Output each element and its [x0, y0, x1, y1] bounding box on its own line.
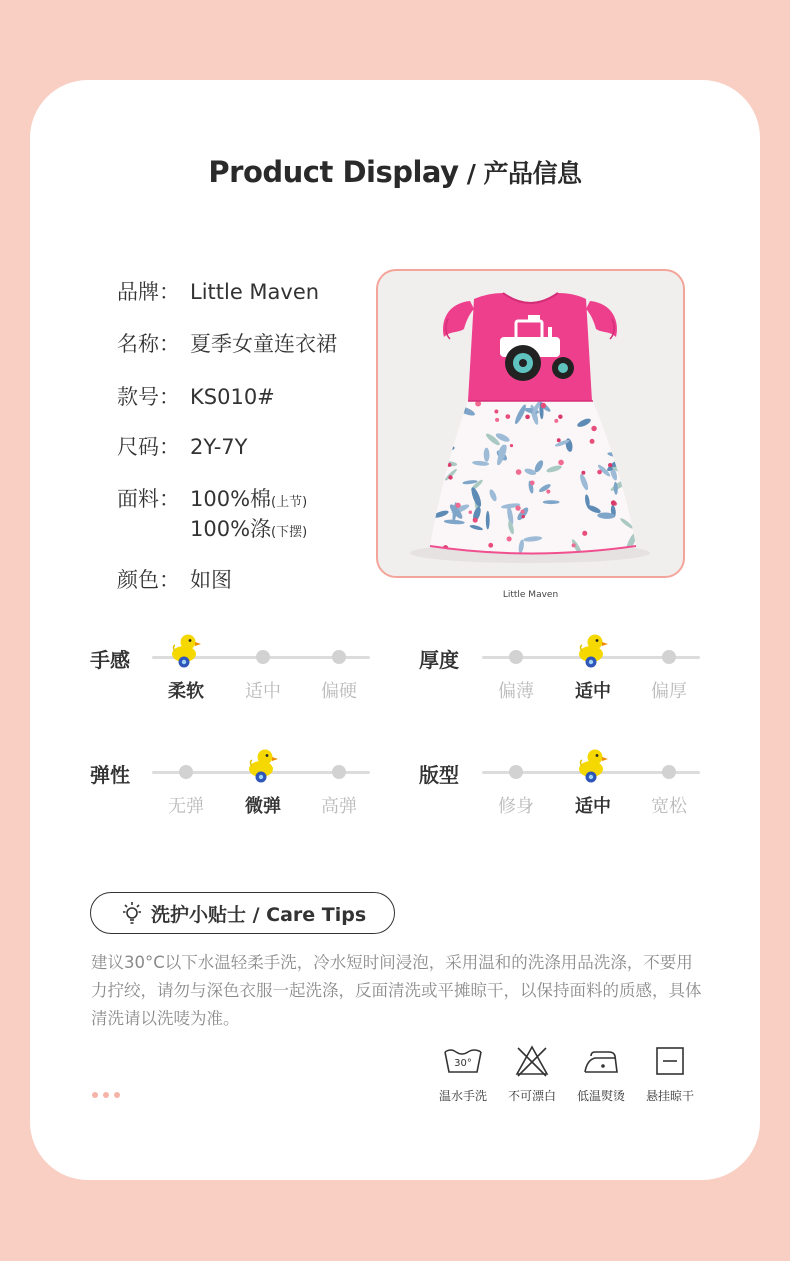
leaf-shape	[625, 443, 633, 460]
berry-shape	[510, 444, 513, 447]
spec-name	[117, 328, 337, 358]
berry-shape	[515, 505, 520, 510]
no-bleach-label: 不可漂白	[507, 1089, 556, 1103]
leaf-shape	[438, 410, 452, 416]
duck-marker-icon	[576, 747, 610, 783]
scale-option: 偏硬	[321, 681, 357, 702]
scale-option: 偏厚	[651, 681, 687, 702]
berry-shape	[506, 414, 511, 419]
scale-dot	[662, 650, 676, 664]
duck-marker-icon	[576, 632, 610, 668]
berry-shape	[495, 418, 499, 422]
spec-note: (下摆)	[271, 525, 308, 540]
spec-size	[117, 431, 247, 461]
berry-shape	[597, 470, 602, 475]
leaf-shape	[458, 394, 467, 413]
scale-option: 宽松	[651, 796, 687, 817]
scale-label: 弹性	[90, 763, 130, 787]
berry-shape	[446, 421, 449, 424]
low-iron-icon	[581, 1046, 621, 1076]
spec-fabric	[117, 483, 307, 513]
berry-shape	[590, 439, 595, 444]
page-title	[0, 154, 790, 190]
dress-illustration	[378, 271, 683, 576]
berry-shape	[582, 531, 587, 536]
hand-wash-label: 温水手洗	[438, 1089, 487, 1103]
leaf-shape	[606, 425, 618, 431]
spec-value: 100%棉	[190, 487, 272, 511]
scale-option: 适中	[575, 796, 611, 817]
spec-fabric-2	[190, 513, 307, 543]
berry-shape	[443, 423, 447, 427]
berry-shape	[621, 435, 625, 439]
care-tips-heading	[90, 892, 395, 934]
leaf-shape	[486, 511, 490, 530]
berry-shape	[456, 503, 461, 508]
berry-shape	[557, 438, 561, 442]
leaf-shape	[438, 416, 454, 432]
spec-note: (上节)	[271, 495, 308, 510]
scale-option: 柔软	[168, 681, 204, 702]
scale-dot	[509, 765, 523, 779]
spec-value: 100%涤	[190, 517, 272, 541]
scale-dot	[662, 765, 676, 779]
care-title: 洗护小贴士 / Care Tips	[151, 903, 367, 926]
leaf-shape	[632, 461, 639, 482]
spec-key: 款号：	[117, 385, 180, 409]
spec-key: 尺码：	[117, 435, 180, 459]
berry-shape	[448, 475, 452, 479]
title-sub: / 产品信息	[458, 159, 582, 188]
berry-shape	[429, 438, 433, 442]
scale-option: 偏薄	[498, 681, 534, 702]
indicator-dot	[92, 1092, 98, 1098]
spec-style-no	[117, 381, 275, 411]
scale-dot	[179, 765, 193, 779]
no-bleach-icon	[514, 1044, 550, 1078]
berry-shape	[591, 426, 596, 431]
scale-option: 修身	[498, 796, 534, 817]
scale-dot	[256, 650, 270, 664]
hand-wash-icon	[443, 1046, 483, 1076]
scale-label: 版型	[419, 763, 459, 787]
photo-caption: Little Maven	[502, 590, 559, 600]
scale-option: 适中	[575, 681, 611, 702]
scale-dot	[332, 765, 346, 779]
spec-value: Little Maven	[190, 280, 320, 304]
berry-shape	[432, 485, 437, 490]
low-iron-label: 低温熨烫	[576, 1089, 625, 1103]
leaf-shape	[420, 452, 439, 462]
berry-shape	[611, 500, 616, 505]
spec-brand	[117, 276, 319, 306]
scale-option: 高弹	[321, 796, 357, 817]
spec-value: 2Y-7Y	[190, 435, 248, 459]
scale-dot	[332, 650, 346, 664]
care-description: 建议30°C以下水温轻柔手洗，冷水短时间浸泡，采用温和的洗涤用品洗涤，不要用力拧绞，请勿与深色衣服一起洗涤，反面清洗或平摊晾干，以保持面料的质感，具体清洗请以洗唛为准。	[91, 953, 702, 1028]
spec-key: 面料：	[117, 487, 180, 511]
berry-shape	[554, 419, 558, 423]
berry-shape	[447, 463, 451, 467]
page-indicator	[92, 1092, 120, 1098]
berry-shape	[530, 481, 535, 486]
berry-shape	[558, 415, 562, 419]
spec-key: 颜色：	[117, 568, 180, 592]
scale-option: 微弹	[245, 796, 281, 817]
leaf-shape	[441, 402, 453, 419]
spec-value: 夏季女童连衣裙	[190, 332, 337, 356]
berry-shape	[507, 536, 512, 541]
duck-marker-icon	[246, 747, 280, 783]
berry-shape	[494, 410, 498, 414]
berry-shape	[625, 436, 630, 441]
berry-shape	[558, 460, 564, 466]
line-dry-icon	[654, 1046, 686, 1076]
scale-option: 无弹	[168, 796, 204, 817]
spec-value: 如图	[190, 568, 232, 592]
berry-shape	[516, 469, 522, 475]
spec-color	[117, 564, 232, 594]
berry-shape	[428, 404, 432, 408]
duck-marker-icon	[169, 632, 203, 668]
spec-key: 名称：	[117, 332, 180, 356]
berry-shape	[624, 414, 628, 418]
line-dry-label: 悬挂晾干	[645, 1089, 694, 1103]
berry-shape	[473, 517, 478, 522]
wash-temp: 30°	[454, 1058, 472, 1069]
berry-shape	[608, 463, 612, 467]
berry-shape	[432, 475, 436, 479]
berry-shape	[541, 403, 546, 408]
leaf-shape	[543, 500, 560, 504]
scale-label: 厚度	[419, 648, 459, 672]
indicator-dot	[114, 1092, 120, 1098]
berry-shape	[525, 415, 530, 420]
berry-shape	[521, 510, 525, 514]
lightbulb-icon	[121, 901, 143, 925]
berry-shape	[488, 543, 493, 548]
berry-shape	[469, 510, 472, 513]
spec-key: 品牌：	[117, 280, 180, 304]
leaf-shape	[422, 476, 443, 490]
berry-shape	[431, 435, 436, 440]
berry-shape	[572, 543, 576, 547]
berry-shape	[522, 515, 525, 518]
berry-shape	[581, 471, 585, 475]
title-main: Product Display	[208, 155, 459, 189]
product-photo	[376, 269, 685, 578]
berry-shape	[546, 489, 550, 493]
indicator-dot	[103, 1092, 109, 1098]
scale-dot	[509, 650, 523, 664]
scale-option: 适中	[245, 681, 281, 702]
scale-label: 手感	[90, 648, 130, 672]
leaf-shape	[629, 496, 644, 508]
spec-value: KS010#	[190, 385, 275, 409]
